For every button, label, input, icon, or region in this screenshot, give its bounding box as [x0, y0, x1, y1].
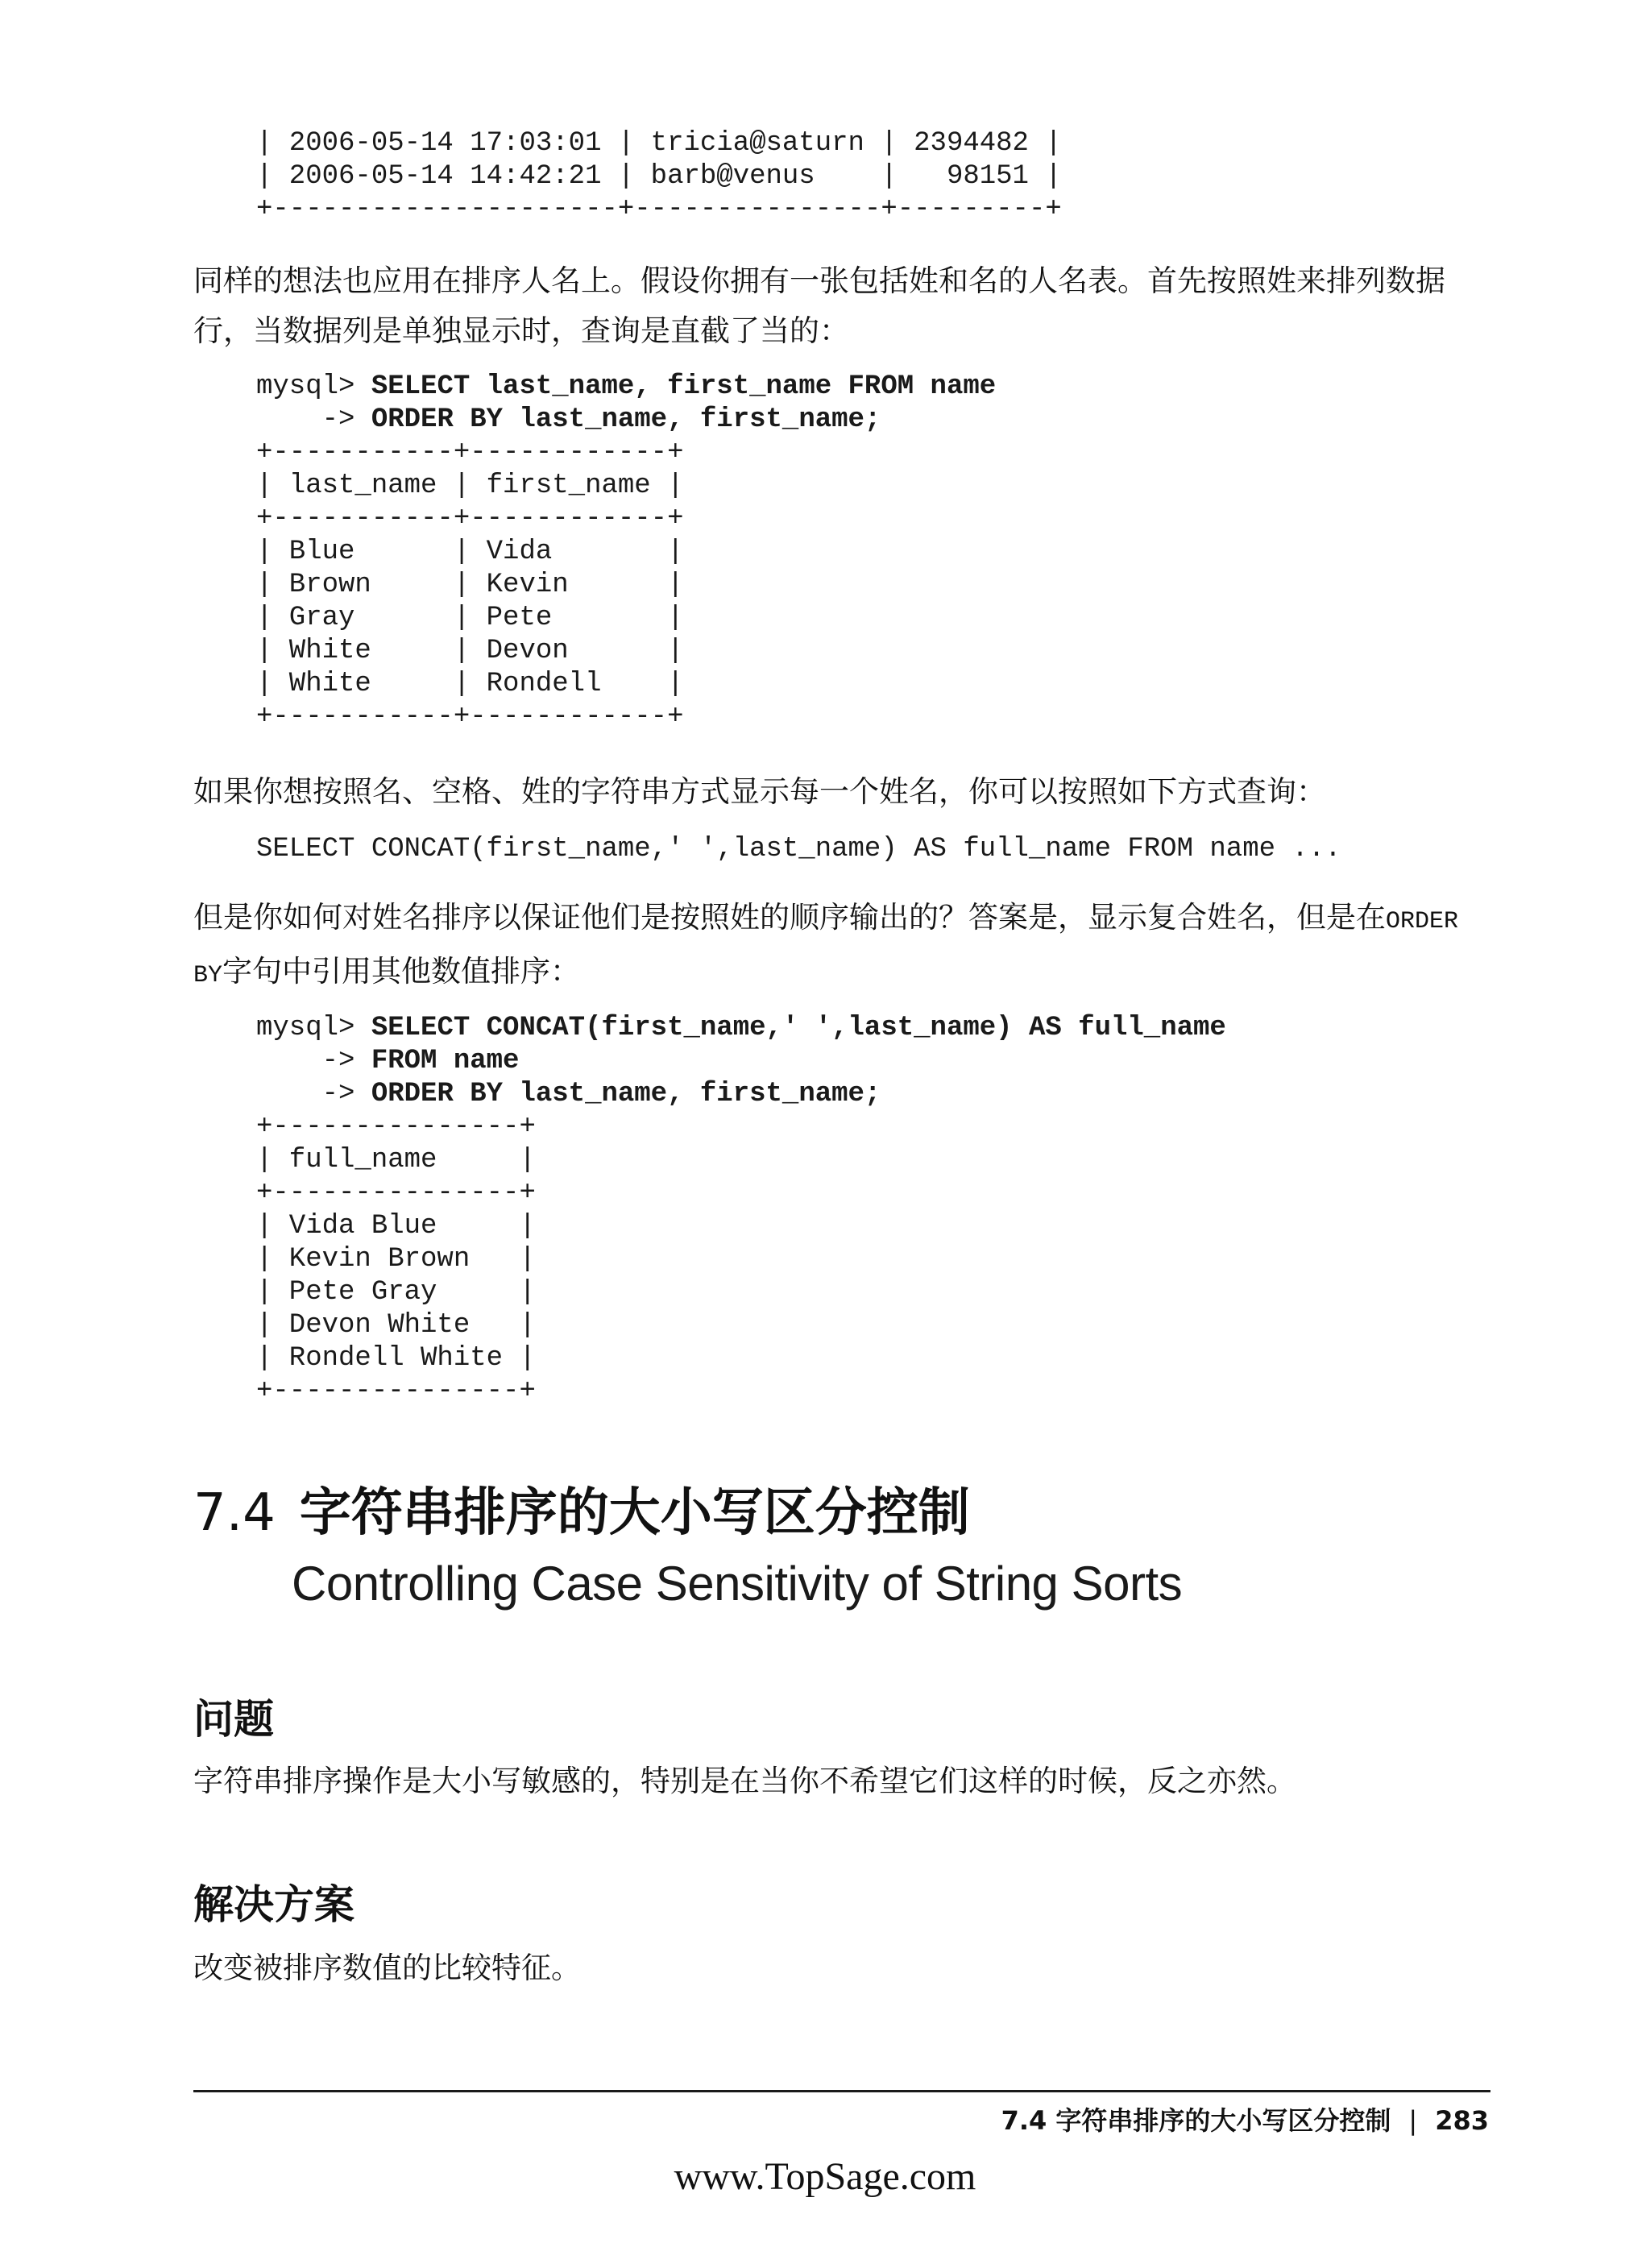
website-watermark: www.TopSage.com — [674, 2155, 976, 2198]
table-row: | White | Devon | — [256, 636, 684, 666]
query-order-by-name — [256, 371, 996, 437]
paragraph-sort-names: 同样的想法也应用在排序人名上。假设你拥有一张包括姓和名的人名表。首先按照姓来排列数据行，当数据列是单独显示时，查询是直截了当的： — [193, 263, 1445, 348]
top-table-border: +---------------------+---------------+---------+ — [256, 194, 1062, 225]
solution-text: 改变被排序数值的比较特征。 — [193, 1951, 581, 1985]
top-table-row: | 2006-05-14 14:42:21 | barb@venus | 98151 | — [256, 161, 1062, 192]
continuation-prompt: -> — [256, 1079, 371, 1109]
table-border: +-----------+------------+ — [256, 504, 684, 534]
result-table-names — [256, 437, 684, 734]
result-table-full-name — [256, 1111, 536, 1408]
paragraph-text: 但是你如何对姓名排序以保证他们是按照姓的顺序输出的？答案是，显示复合姓名，但是在 — [193, 900, 1386, 935]
query-line: FROM name — [371, 1046, 520, 1076]
paragraph-concat-intro: 如果你想按照名、空格、姓的字符串方式显示每一个姓名，你可以按照如下方式查询： — [193, 774, 1326, 809]
mysql-prompt: mysql> — [256, 1013, 371, 1043]
top-table-row: | 2006-05-14 17:03:01 | tricia@saturn | 2394482 | — [256, 128, 1062, 159]
table-row: | Pete Gray | — [256, 1277, 536, 1308]
section-title-en: Controlling Case Sensitivity of String Sorts — [292, 1557, 1183, 1611]
paragraph-order-question — [193, 893, 1482, 1001]
table-row: | White | Rondell | — [256, 669, 684, 699]
table-row: | Blue | Vida | — [256, 537, 684, 567]
top-table — [256, 127, 1062, 226]
table-border: +-----------+------------+ — [256, 437, 684, 468]
table-row: | Devon White | — [256, 1310, 536, 1341]
table-row: | Gray | Pete | — [256, 603, 684, 633]
table-row: | Vida Blue | — [256, 1211, 536, 1242]
footer-separator: | — [1408, 2105, 1418, 2136]
table-border: +---------------+ — [256, 1112, 536, 1142]
table-row: | Kevin Brown | — [256, 1244, 536, 1275]
running-footer — [1001, 2103, 1489, 2138]
problem-text: 字符串排序操作是大小写敏感的，特别是在当你不希望它们这样的时候，反之亦然。 — [193, 1764, 1296, 1798]
table-row: | Rondell White | — [256, 1343, 536, 1374]
table-header: | last_name | first_name | — [256, 471, 684, 501]
table-border: +---------------+ — [256, 1178, 536, 1209]
table-border: +-----------+------------+ — [256, 702, 684, 732]
solution-heading: 解决方案 — [193, 1881, 354, 1928]
mysql-prompt: mysql> — [256, 371, 371, 402]
continuation-prompt: -> — [256, 404, 371, 435]
section-title-cn: 字符串排序的大小写区分控制 — [299, 1483, 970, 1543]
footer-section-label: 7.4 字符串排序的大小写区分控制 — [1001, 2105, 1391, 2136]
page-number: 283 — [1435, 2105, 1489, 2136]
problem-heading: 问题 — [193, 1696, 274, 1743]
query-line: ORDER BY last_name, first_name; — [371, 404, 881, 435]
table-header: | full_name | — [256, 1145, 536, 1175]
footer-rule — [193, 2090, 1490, 2092]
paragraph-text: 字句中引用其他数值排序： — [222, 954, 581, 989]
query-line: ORDER BY last_name, first_name; — [371, 1079, 881, 1109]
query-line: SELECT CONCAT(first_name,' ',last_name) AS full_name — [371, 1013, 1226, 1043]
inline-code-keyword: ORDER BY — [193, 908, 1459, 989]
concat-example: SELECT CONCAT(first_name,' ',last_name) AS full_name FROM name ... — [256, 834, 1341, 864]
continuation-prompt: -> — [256, 1046, 371, 1076]
table-row: | Brown | Kevin | — [256, 570, 684, 600]
section-heading — [193, 1481, 970, 1545]
section-number: 7.4 — [193, 1483, 276, 1543]
table-border: +---------------+ — [256, 1376, 536, 1407]
query-concat-order — [256, 1012, 1226, 1111]
query-line: SELECT last_name, first_name FROM name — [371, 371, 997, 402]
